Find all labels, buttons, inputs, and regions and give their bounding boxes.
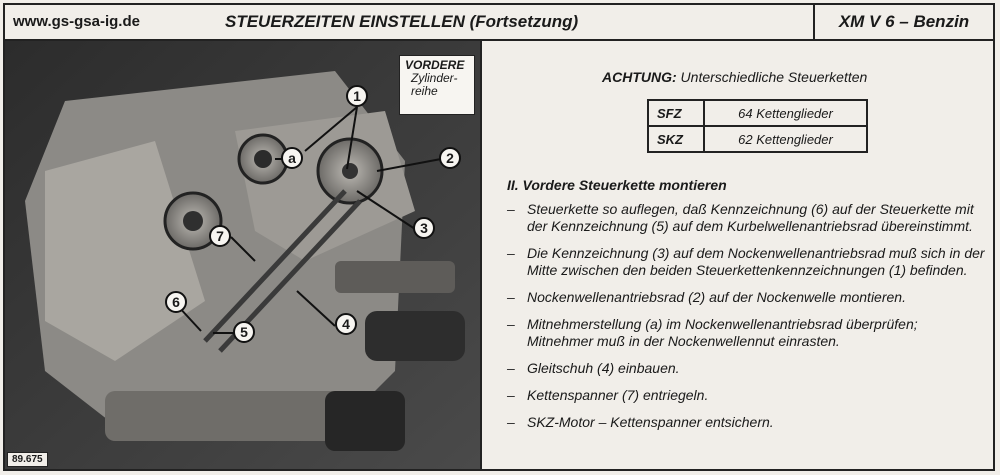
list-item: – SKZ-Motor – Kettenspanner entsichern.	[507, 414, 774, 430]
step-text: Nockenwellenantriebsrad (2) auf der Nockenwelle montieren.	[527, 289, 906, 305]
page-title: STEUERZEITEN EINSTELLEN (Fortsetzung)	[225, 12, 579, 31]
pulley-hub	[254, 150, 272, 168]
list-item: – Nockenwellenantriebsrad (2) auf der Nockenwelle montieren.	[507, 289, 906, 305]
header-bar	[5, 5, 993, 41]
callout-3: 3	[413, 217, 435, 239]
label-line-3: reihe	[411, 84, 438, 98]
step-list	[507, 201, 987, 441]
achtung-note	[602, 69, 867, 85]
callout-5: 5	[233, 321, 255, 343]
label-line-1: VORDERE	[405, 58, 465, 72]
cylinder-bank-label	[399, 55, 475, 115]
achtung-prefix: ACHTUNG:	[602, 69, 677, 85]
step-text: Kettenspanner (7) entriegeln.	[527, 387, 709, 403]
table-row	[648, 126, 867, 152]
list-item: – Steuerkette so auflegen, daß Kennzeichnung (6) auf der Steuerkette mit der Kennzeichnung (5) auf dem Kurbelwellenantriebsrad übereinstimmt.	[507, 201, 974, 234]
chain-code: SFZ	[648, 100, 704, 126]
list-item: – Die Kennzeichnung (3) auf dem Nockenwellenantriebsrad muß sich in der Mitte zwischen den beiden Steuerkettenkennzeichnungen (1) befinden.	[507, 245, 985, 278]
sprocket-hub	[342, 163, 358, 179]
callout-1: 1	[346, 85, 368, 107]
chain-links: 62 Kettenglieder	[704, 126, 867, 152]
page-frame	[3, 3, 995, 471]
callout-4: 4	[335, 313, 357, 335]
list-item: – Gleitschuh (4) einbauen.	[507, 360, 680, 376]
model-label: XM V 6 – Benzin	[813, 5, 993, 39]
figure-number: 89.675	[7, 452, 48, 467]
list-item: – Kettenspanner (7) entriegeln.	[507, 387, 709, 403]
list-item: – Mitnehmerstellung (a) im Nockenwellenantriebsrad überprüfen; Mitnehmer muß in der Nockenwellennut einrasten.	[507, 316, 918, 349]
step-text: Die Kennzeichnung (3) auf dem Nockenwellenantriebsrad muß sich in der Mitte zwischen den beiden Steuerkettenkennzeichnungen (1) befinden.	[527, 245, 985, 278]
oil-filter	[365, 311, 465, 361]
instructions-panel	[487, 41, 997, 469]
site-url: www.gs-gsa-ig.de	[13, 13, 140, 30]
chain-code: SKZ	[648, 126, 704, 152]
chain-table	[647, 99, 868, 153]
crank-hub	[183, 211, 203, 231]
step-text: Mitnehmerstellung (a) im Nockenwellenantriebsrad überprüfen; Mitnehmer muß in der Nockenwellennut einrasten.	[527, 316, 918, 349]
step-text: Steuerkette so auflegen, daß Kennzeichnung (6) auf der Steuerkette mit der Kennzeichnung (5) auf dem Kurbelwellenantriebsrad übereinstimmt.	[527, 201, 974, 234]
engine-photo	[5, 41, 482, 469]
callout-7: 7	[209, 225, 231, 247]
starter	[325, 391, 405, 451]
callout-6: 6	[165, 291, 187, 313]
achtung-text: Unterschiedliche Steuerketten	[680, 69, 868, 85]
section-heading: II. Vordere Steuerkette montieren	[507, 177, 727, 193]
intake-pipe	[335, 261, 455, 293]
chain-links: 64 Kettenglieder	[704, 100, 867, 126]
step-text: Gleitschuh (4) einbauen.	[527, 360, 680, 376]
label-line-2: Zylinder-	[411, 71, 458, 85]
callout-a: a	[281, 147, 303, 169]
table-row	[648, 100, 867, 126]
step-text: SKZ-Motor – Kettenspanner entsichern.	[527, 414, 774, 430]
callout-2: 2	[439, 147, 461, 169]
